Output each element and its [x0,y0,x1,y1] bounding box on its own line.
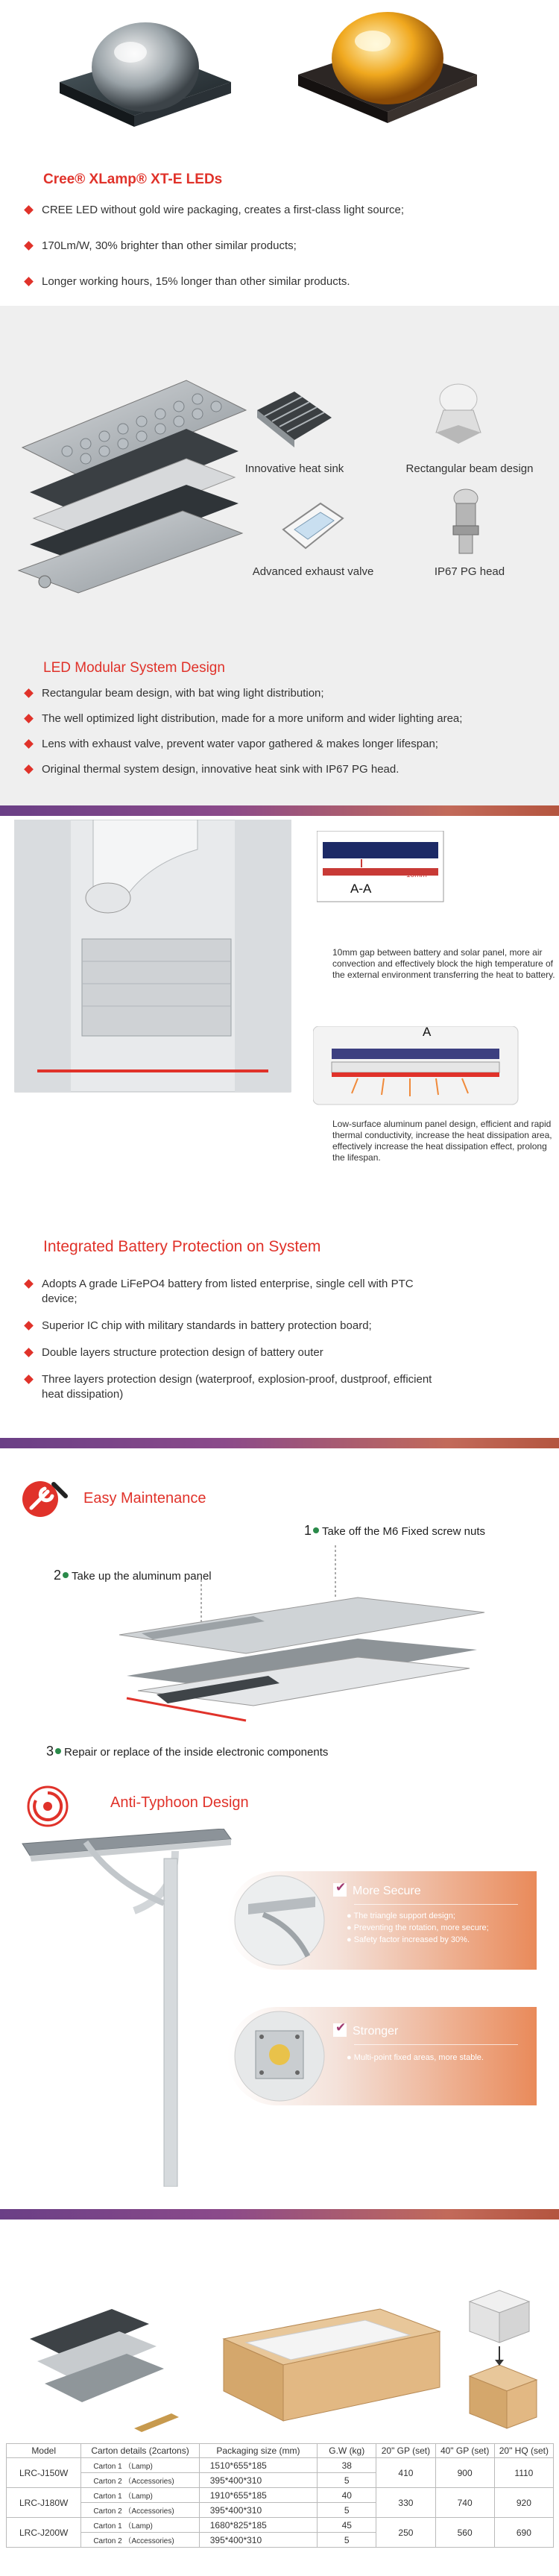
card-divider [354,2044,518,2045]
led-chip-images [45,0,522,134]
size-cell: 1680*825*185 [199,2518,317,2533]
weight-cell: 40 [318,2488,376,2503]
modular-title: LED Modular System Design [43,660,225,676]
weight-cell: 5 [318,2473,376,2488]
gp40-cell: 740 [435,2488,494,2518]
module-exploded-image [15,365,261,604]
list-item: ● Multi-point fixed areas, more stable. [347,2053,484,2062]
packing-section [0,2220,559,2576]
modular-section [0,306,559,805]
cree-led-section [0,0,559,306]
carton-cell: Carton 2 （Accessories) [81,2503,199,2518]
packing-table [6,2443,554,2548]
exhaust-valve-icon [276,496,350,563]
hq20-cell: 920 [494,2488,553,2518]
list-item: CREE LED without gold wire packaging, creates a first-class light source; [22,203,544,218]
gp20-cell: 250 [376,2518,435,2548]
secure-bracket-image [233,1874,326,1967]
maintenance-step-1 [304,1523,485,1539]
section-aa-detail [317,831,451,913]
street-light-pole-image [15,1829,239,2187]
step-dot-icon [313,1527,319,1533]
model-cell: LRC-J180W [7,2488,81,2518]
size-cell: 1510*655*185 [199,2458,317,2473]
checkbox-icon: ✔ [333,1883,347,1897]
size-cell: 1910*655*185 [199,2488,317,2503]
list-item: 170Lm/W, 30% brighter than other similar products; [22,239,544,254]
step-text: Repair or replace of the inside electronic components [64,1746,329,1759]
weight-cell: 5 [318,2503,376,2518]
modular-bullets [22,686,552,777]
step-dot-icon [55,1748,61,1754]
section-divider [0,1438,559,1448]
maintenance-section [0,1448,559,1777]
gap-description: 10mm gap between battery and solar panel, more air convection and effectively block the high temperature of the external environment transferring the heat to battery. [332,947,555,980]
battery-title: Integrated Battery Protection on System [43,1238,321,1255]
maintenance-exploded-image [112,1538,499,1732]
column-header: G.W (kg) [318,2444,376,2458]
step-text: Take off the M6 Fixed screw nuts [322,1525,486,1538]
column-header: Packaging size (mm) [199,2444,317,2458]
size-cell: 395*400*310 [199,2533,317,2548]
carton-cell: Carton 1 （Lamp) [81,2518,199,2533]
carton-cell: Carton 2 （Accessories) [81,2473,199,2488]
column-header: 20" HQ (set) [494,2444,553,2458]
carton-cell: Carton 1 （Lamp) [81,2488,199,2503]
typhoon-icon [27,1785,69,1827]
hq20-cell: 1110 [494,2458,553,2488]
size-cell: 395*400*310 [199,2473,317,2488]
battery-bullets [22,1277,440,1402]
stronger-mount-image [233,2010,326,2102]
stronger-title: Stronger [353,2025,399,2038]
secure-points [347,1910,489,1946]
section-label-a: A [423,1025,432,1039]
gap-measure-label: 10mm [406,871,427,879]
section-divider [0,2209,559,2220]
column-header: 20" GP (set) [376,2444,435,2458]
table-row [7,2488,554,2503]
list-item: Superior IC chip with military standards in battery protection board; [22,1319,440,1333]
step-number: 3 [46,1744,54,1759]
list-item: Three layers protection design (waterproof, explosion-proof, dustproof, efficient heat dissipation) [22,1372,440,1402]
feature-label-valve: Advanced exhaust valve [252,565,374,578]
feature-label-pg: IP67 PG head [434,565,505,578]
list-item: Double layers structure protection design of battery outer [22,1345,440,1360]
thermal-gap-section [0,816,559,1189]
panel-description: Low-surface aluminum panel design, efficient and rapid thermal conductivity, increase the heat dissipation area, effectively increase the heat dissipation effect, prolong the lifespan. [332,1119,552,1163]
stronger-card [227,2007,537,2105]
pg-head-icon [440,485,492,559]
list-item: ● Preventing the rotation, more secure; [347,1923,489,1932]
table-header-row [7,2444,554,2458]
heat-sink-icon [250,388,339,455]
model-cell: LRC-J200W [7,2518,81,2548]
gp40-cell: 560 [435,2518,494,2548]
maintenance-title: Easy Maintenance [83,1490,206,1507]
list-item: Original thermal system design, innovative heat sink with IP67 PG head. [22,762,552,777]
step-number: 2 [54,1568,62,1583]
checkbox-icon: ✔ [333,2023,347,2037]
column-header: Model [7,2444,81,2458]
section-divider [0,805,559,816]
weight-cell: 45 [318,2518,376,2533]
gp20-cell: 330 [376,2488,435,2518]
maintenance-step-3 [46,1744,328,1759]
feature-label-beam: Rectangular beam design [405,462,534,475]
gp20-cell: 410 [376,2458,435,2488]
table-row [7,2518,554,2533]
wrench-icon [21,1478,69,1520]
cree-title: Cree® XLamp® XT-E LEDs [43,172,223,187]
lamp-interior-image [11,820,294,1096]
list-item: Rectangular beam design, with bat wing light distribution; [22,686,552,701]
carton-cell: Carton 1 （Lamp) [81,2458,199,2473]
list-item: ● Safety factor increased by 30%. [347,1935,470,1944]
feature-label-heat-sink: Innovative heat sink [244,462,344,475]
card-divider [354,1904,518,1905]
beam-lens-icon [425,380,492,455]
step-text: Take up the aluminum panel [72,1570,212,1583]
step-dot-icon [63,1572,69,1578]
hq20-cell: 690 [494,2518,553,2548]
column-header: Carton details (2cartons) [81,2444,199,2458]
model-cell: LRC-J150W [7,2458,81,2488]
secure-title: More Secure [353,1885,421,1897]
list-item: Lens with exhaust valve, prevent water vapor gathered & makes longer lifespan; [22,737,552,752]
list-item: Longer working hours, 15% longer than other similar products. [22,274,544,289]
list-item: Adopts A grade LiFePO4 battery from listed enterprise, single cell with PTC device; [22,1277,440,1307]
stronger-points [347,2052,484,2064]
panel-cross-section [313,1026,522,1108]
carton-cell: Carton 2 （Accessories) [81,2533,199,2548]
secure-card [227,1871,537,1970]
step-number: 1 [304,1523,312,1538]
weight-cell: 5 [318,2533,376,2548]
typhoon-title: Anti-Typhoon Design [110,1794,249,1811]
packing-images [22,2287,544,2436]
list-item: ● The triangle support design; [347,1911,455,1920]
battery-section [0,1189,559,1457]
typhoon-section [0,1777,559,2194]
column-header: 40" GP (set) [435,2444,494,2458]
weight-cell: 38 [318,2458,376,2473]
gp40-cell: 900 [435,2458,494,2488]
section-label-aa: A-A [350,882,372,896]
cree-bullets [22,203,544,289]
list-item: The well optimized light distribution, made for a more uniform and wider lighting area; [22,711,552,726]
size-cell: 395*400*310 [199,2503,317,2518]
table-row [7,2458,554,2473]
